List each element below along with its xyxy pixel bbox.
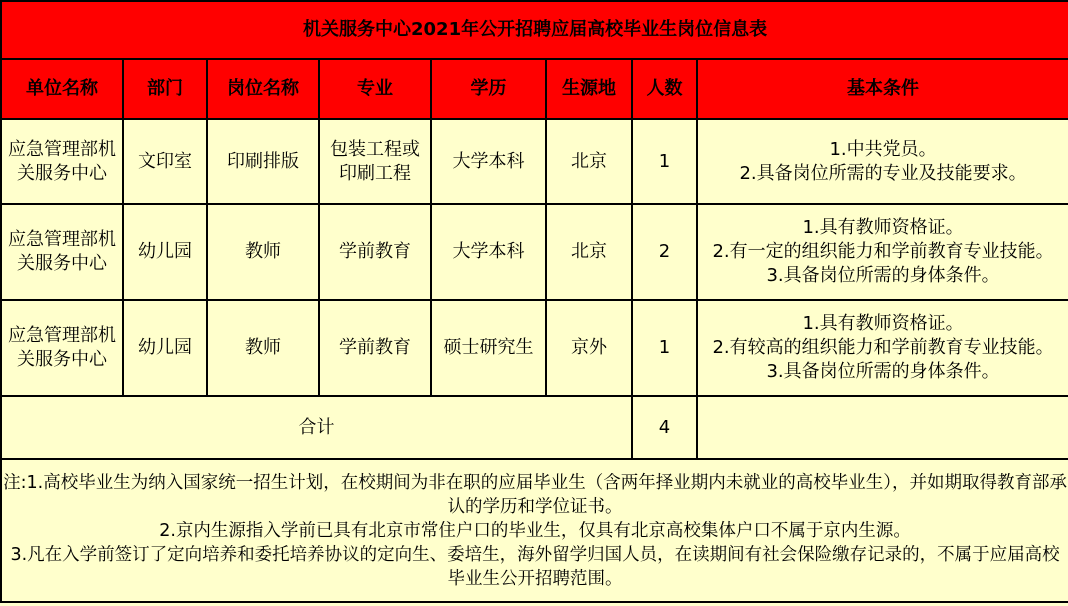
condition-line: 2.具备岗位所需的专业及技能要求。 <box>739 162 1027 184</box>
table-row <box>1 204 1068 300</box>
cell-education: 硕士研究生 <box>431 300 546 396</box>
major-line: 印刷工程 <box>339 162 411 184</box>
condition-line: 1.具有教师资格证。 <box>802 217 964 238</box>
header-conditions: 基本条件 <box>697 59 1068 119</box>
cell-position: 教师 <box>207 204 319 300</box>
header-unit: 单位名称 <box>1 59 123 119</box>
cell-unit <box>1 119 123 204</box>
table-row <box>1 119 1068 204</box>
cell-origin: 北京 <box>546 204 632 300</box>
cell-conditions <box>697 204 1068 300</box>
cell-dept: 幼儿园 <box>123 204 207 300</box>
title-row <box>1 1 1068 59</box>
condition-line: 2.有较高的组织能力和学前教育专业技能。 <box>712 337 1054 358</box>
cell-count: 1 <box>632 300 697 396</box>
header-education: 学历 <box>431 59 546 119</box>
note-line: 3.凡在入学前签订了定向培养和委托培养协议的定向生、委培生，海外留学归国人员，在读期间有社会保险缴存记录的，不属于应届高校毕业生公开招聘范围。 <box>10 544 1060 589</box>
total-row <box>1 396 1068 459</box>
unit-line: 关服务中心 <box>17 162 107 184</box>
unit-line: 应急管理部机 <box>8 138 116 160</box>
header-row <box>1 59 1068 119</box>
cell-count: 2 <box>632 204 697 300</box>
unit-line: 关服务中心 <box>17 349 107 370</box>
cell-position: 印刷排版 <box>207 119 319 204</box>
cell-major: 学前教育 <box>319 204 431 300</box>
cell-dept: 文印室 <box>123 119 207 204</box>
cell-major <box>319 119 431 204</box>
notes-cell <box>1 459 1068 602</box>
condition-line: 3.具备岗位所需的身体条件。 <box>766 361 1000 382</box>
cell-conditions <box>697 119 1068 204</box>
total-count: 4 <box>632 396 697 459</box>
cell-origin: 京外 <box>546 300 632 396</box>
condition-line: 2.有一定的组织能力和学前教育专业技能。 <box>712 241 1054 262</box>
cell-dept: 幼儿园 <box>123 300 207 396</box>
table-row <box>1 300 1068 396</box>
unit-line: 应急管理部机 <box>8 229 116 250</box>
unit-line: 关服务中心 <box>17 253 107 274</box>
note-line: 2.京内生源指入学前已具有北京市常住户口的毕业生，仅具有北京高校集体户口不属于京内生源。 <box>159 520 911 541</box>
notes-row <box>1 459 1068 602</box>
cell-major: 学前教育 <box>319 300 431 396</box>
cell-origin: 北京 <box>546 119 632 204</box>
major-line: 包装工程或 <box>330 138 420 160</box>
condition-line: 1.具有教师资格证。 <box>802 313 964 334</box>
total-label: 合计 <box>1 396 632 459</box>
unit-line: 应急管理部机 <box>8 325 116 346</box>
cell-position: 教师 <box>207 300 319 396</box>
header-position: 岗位名称 <box>207 59 319 119</box>
cell-unit <box>1 204 123 300</box>
header-dept: 部门 <box>123 59 207 119</box>
header-major: 专业 <box>319 59 431 119</box>
note-line: 注:1.高校毕业生为纳入国家统一招生计划，在校期间为非在职的应届毕业生（含两年择业期内未就业的高校毕业生），并如期取得教育部承认的学历和学位证书。 <box>3 472 1067 517</box>
cell-education: 大学本科 <box>431 119 546 204</box>
condition-line: 1.中共党员。 <box>829 138 937 160</box>
cell-education: 大学本科 <box>431 204 546 300</box>
condition-line: 3.具备岗位所需的身体条件。 <box>766 265 1000 286</box>
table-title: 机关服务中心2021年公开招聘应届高校毕业生岗位信息表 <box>1 1 1068 59</box>
total-empty <box>697 396 1068 459</box>
cell-unit <box>1 300 123 396</box>
cell-count: 1 <box>632 119 697 204</box>
header-origin: 生源地 <box>546 59 632 119</box>
header-count: 人数 <box>632 59 697 119</box>
cell-conditions <box>697 300 1068 396</box>
